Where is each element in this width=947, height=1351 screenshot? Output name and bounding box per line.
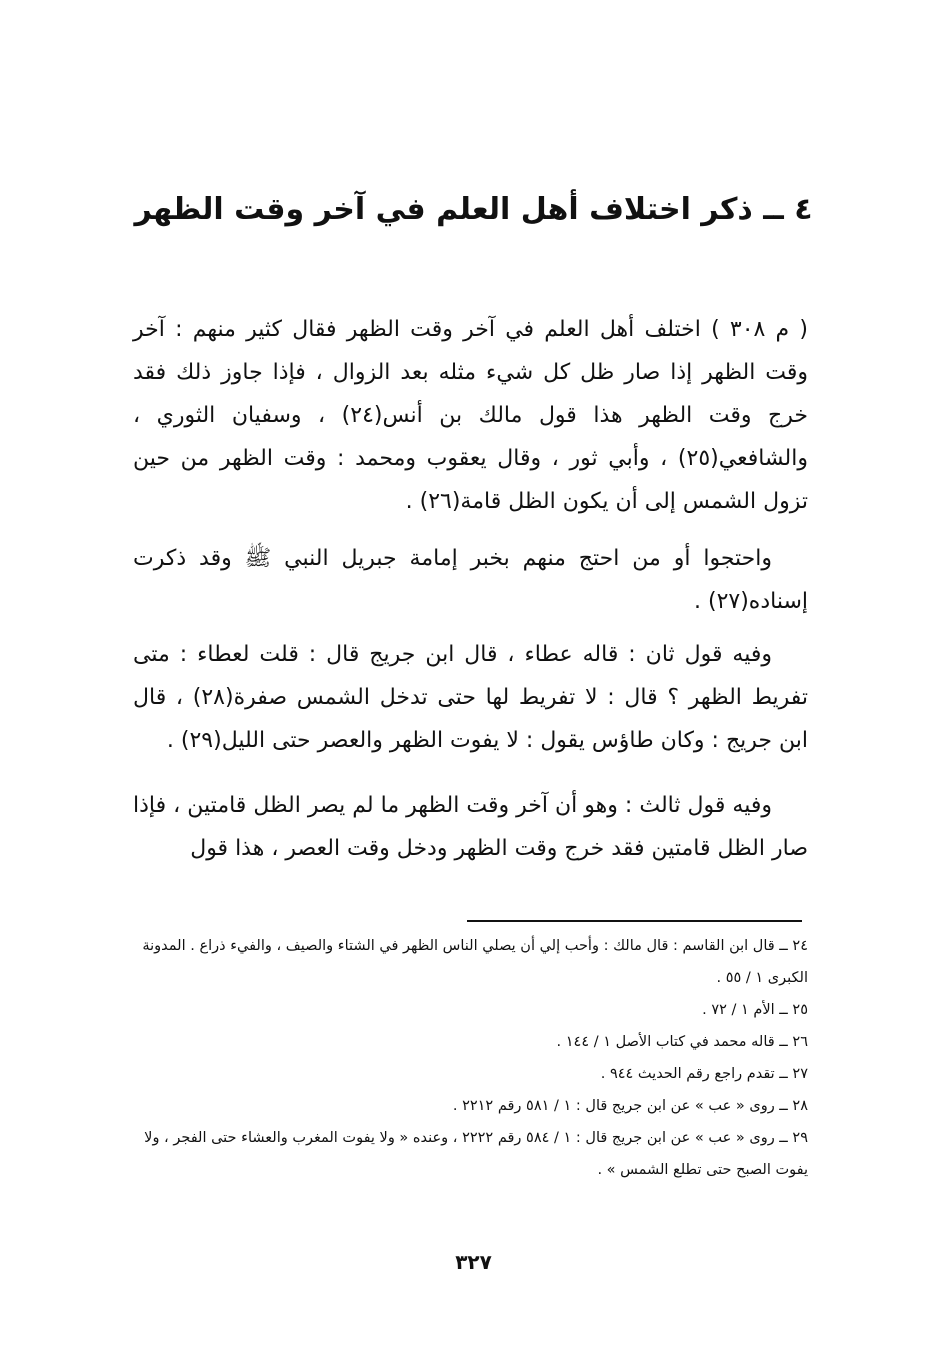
footnote-separator	[467, 920, 802, 922]
paragraph-3: وفيه قول ثان : قاله عطاء ، قال ابن جريج قال : قلت لعطاء : متى تفريط الظهر ؟ قال : لا تفريط لها حتى تدخل الشمس صفرة(٢٨) ، قال ابن جريج : وكان طاؤس يقول : لا يفوت الظهر والعصر حتى الليل(٢٩) .	[133, 642, 809, 753]
page-number: ٣٢٧	[455, 1250, 492, 1274]
paragraph-2: واحتجوا أو من احتج منهم بخبر إمامة جبريل النبي ﷺ وقد ذكرت إسناده(٢٧) .	[133, 546, 808, 614]
chapter-title: ٤ ــ ذكر اختلاف أهل العلم في آخر وقت الظهر	[134, 192, 813, 227]
footnote-26: ٢٦ ــ قاله محمد في كتاب الأصل ١ / ١٤٤ .	[556, 1034, 808, 1050]
footnote-28: ٢٨ ــ روى « عب » عن ابن جريج قال : ١ / ٥٨١ رقم ٢٢١٢ .	[452, 1098, 808, 1114]
footnote-24: ٢٤ ــ قال ابن القاسم : قال مالك : وأحب إلي أن يصلي الناس الظهر في الشتاء والصيف ، والفيء ذراع . المدونة الكبرى ١ / ٥٥ .	[142, 938, 808, 986]
paragraph-4: وفيه قول ثالث : وهو أن آخر وقت الظهر ما لم يصر الظل قامتين ، فإذا صار الظل قامتين فقد خرج وقت الظهر ودخل وقت العصر ، هذا قول	[133, 793, 808, 861]
footnotes	[133, 930, 808, 1186]
footnote-27: ٢٧ ــ تقدم راجع رقم الحديث ٩٤٤ .	[600, 1066, 808, 1082]
footnote-29: ٢٩ ــ روى « عب » عن ابن جريج قال : ١ / ٥٨٤ رقم ٢٢٢٢ ، وعنده « ولا يفوت المغرب والعشاء حتى الفجر ، ولا يفوت الصبح حتى تطلع الشمس » .	[144, 1130, 808, 1178]
paragraph-1: ( م ٣٠٨ ) اختلف أهل العلم في آخر وقت الظهر فقال كثير منهم : آخر وقت الظهر إذا صار ظل كل شيء مثله بعد الزوال ، فإذا جاوز ذلك فقد خرج وقت الظهر هذا قول مالك بن أنس(٢٤) ، وسفيان الثوري ، والشافعي(٢٥) ، وأبي ثور ، وقال يعقوب ومحمد : وقت الظهر من حين تزول الشمس إلى أن يكون الظل قامة(٢٦) .	[133, 317, 809, 514]
main-body-text	[133, 308, 808, 870]
footnote-25: ٢٥ ــ الأم ١ / ٧٢ .	[702, 1002, 808, 1018]
